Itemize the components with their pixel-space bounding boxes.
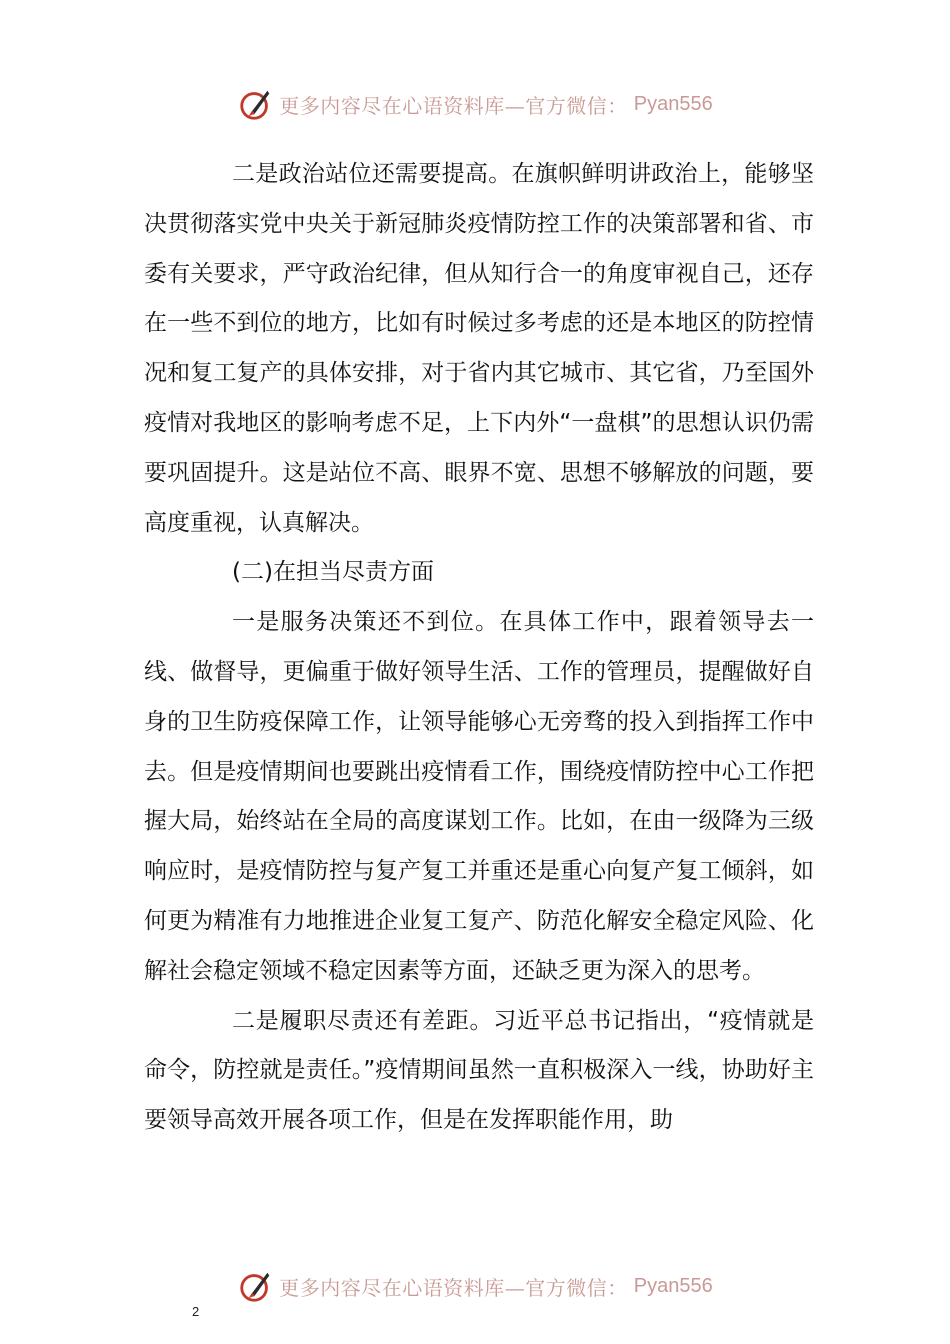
banner-text: 更多内容尽在心语资料库—官方微信： [279,93,628,118]
quill-pen-logo-icon [237,1267,275,1305]
quill-pen-logo-icon [237,85,275,123]
page-number: 2 [192,1304,200,1319]
document-body [144,150,814,1146]
paragraph: 一是服务决策还不到位。在具体工作中，跟着领导去一线、做督导，更偏重于做好领导生活、工作的管理员，提醒做好自身的卫生防疫保障工作，让领导能够心无旁骛的投入到指挥工作中去。但是疫情期间也要跳出疫情看工作，围绕疫情防控中心工作把握大局，始终站在全局的高度谋划工作。比如，在由一级降为三级响应时，是疫情防控与复产复工并重还是重心向复产复工倾斜，如何更为精准有力地推进企业复工复产、防范化解安全稳定风险、化解社会稳定领域不稳定因素等方面，还缺乏更为深入的思考。 [144,609,814,984]
paragraph: 二是履职尽责还有差距。习近平总书记指出，“疫情就是命令，防控就是责任。”疫情期间虽然一直积极深入一线，协助好主要领导高效开展各项工作，但是在发挥职能作用，助 [144,1007,814,1134]
header-banner [0,82,950,126]
banner-wechat-id: Pyan556 [633,1274,713,1297]
banner-text: 更多内容尽在心语资料库—官方微信： [279,1275,628,1300]
footer-banner [0,1264,950,1308]
paragraph: 二是政治站位还需要提高。在旗帜鲜明讲政治上，能够坚决贯彻落实党中央关于新冠肺炎疫情防控工作的决策部署和省、市委有关要求，严守政治纪律，但从知行合一的角度审视自己，还存在一些不到位的地方，比如有时候过多考虑的还是本地区的防控情况和复工复产的具体安排，对于省内其它城市、其它省，乃至国外疫情对我地区的影响考虑不足，上下内外“一盘棋”的思想认识仍需要巩固提升。这是站位不高、眼界不宽、思想不够解放的问题，要高度重视，认真解决。 [144,161,814,536]
banner-wechat-id: Pyan556 [633,92,713,115]
section-heading: (二)在担当尽责方面 [232,559,434,586]
